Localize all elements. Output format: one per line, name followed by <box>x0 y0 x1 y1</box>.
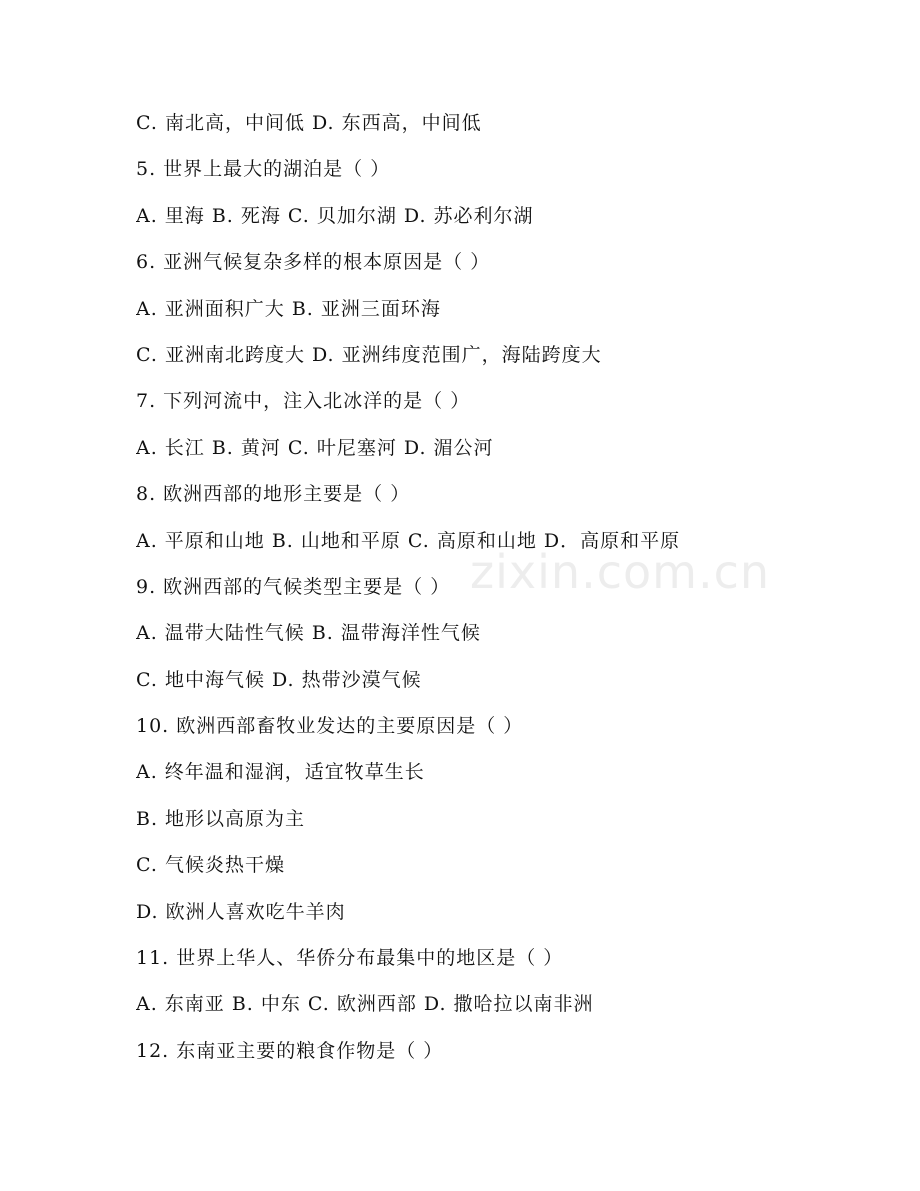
question-line: 9. 欧洲西部的气候类型主要是（ ） <box>136 575 451 598</box>
option-line: C. 南北高，中间低 D. 东西高，中间低 <box>136 112 482 134</box>
option-line: A. 里海 B. 死海 C. 贝加尔湖 D. 苏必利尔湖 <box>136 204 534 227</box>
question-line: 11. 世界上华人、华侨分布最集中的地区是（ ） <box>136 947 564 970</box>
option-line: C. 亚洲南北跨度大 D. 亚洲纬度范围广，海陆跨度大 <box>136 343 602 366</box>
option-line: C. 地中海气候 D. 热带沙漠气候 <box>136 668 422 691</box>
option-line: A. 终年温和湿润，适宜牧草生长 <box>136 761 425 784</box>
option-line: C. 气候炎热干燥 <box>136 854 285 877</box>
option-line: B. 地形以高原为主 <box>136 807 306 830</box>
option-line: A. 平原和山地 B. 山地和平原 C. 高原和山地 D．高原和平原 <box>136 529 681 552</box>
option-line: A. 东南亚 B. 中东 C. 欧洲西部 D. 撒哈拉以南非洲 <box>136 993 594 1016</box>
question-line: 7. 下列河流中，注入北冰洋的是（ ） <box>136 390 471 413</box>
option-line: A. 温带大陆性气候 B. 温带海洋性气候 <box>136 622 481 645</box>
question-line: 8. 欧洲西部的地形主要是（ ） <box>136 483 411 506</box>
option-line: A. 长江 B. 黄河 C. 叶尼塞河 D. 湄公河 <box>136 436 494 459</box>
watermark: zixin.com.cn <box>470 545 771 599</box>
question-line: 12. 东南亚主要的粮食作物是（ ） <box>136 1039 444 1062</box>
option-line: D. 欧洲人喜欢吃牛羊肉 <box>136 900 346 923</box>
question-line: 10. 欧洲西部畜牧业发达的主要原因是（ ） <box>136 715 524 738</box>
question-line: 5. 世界上最大的湖泊是（ ） <box>136 158 391 181</box>
question-line: 6. 亚洲气候复杂多样的根本原因是（ ） <box>136 251 491 274</box>
option-line: A. 亚洲面积广大 B. 亚洲三面环海 <box>136 297 441 320</box>
